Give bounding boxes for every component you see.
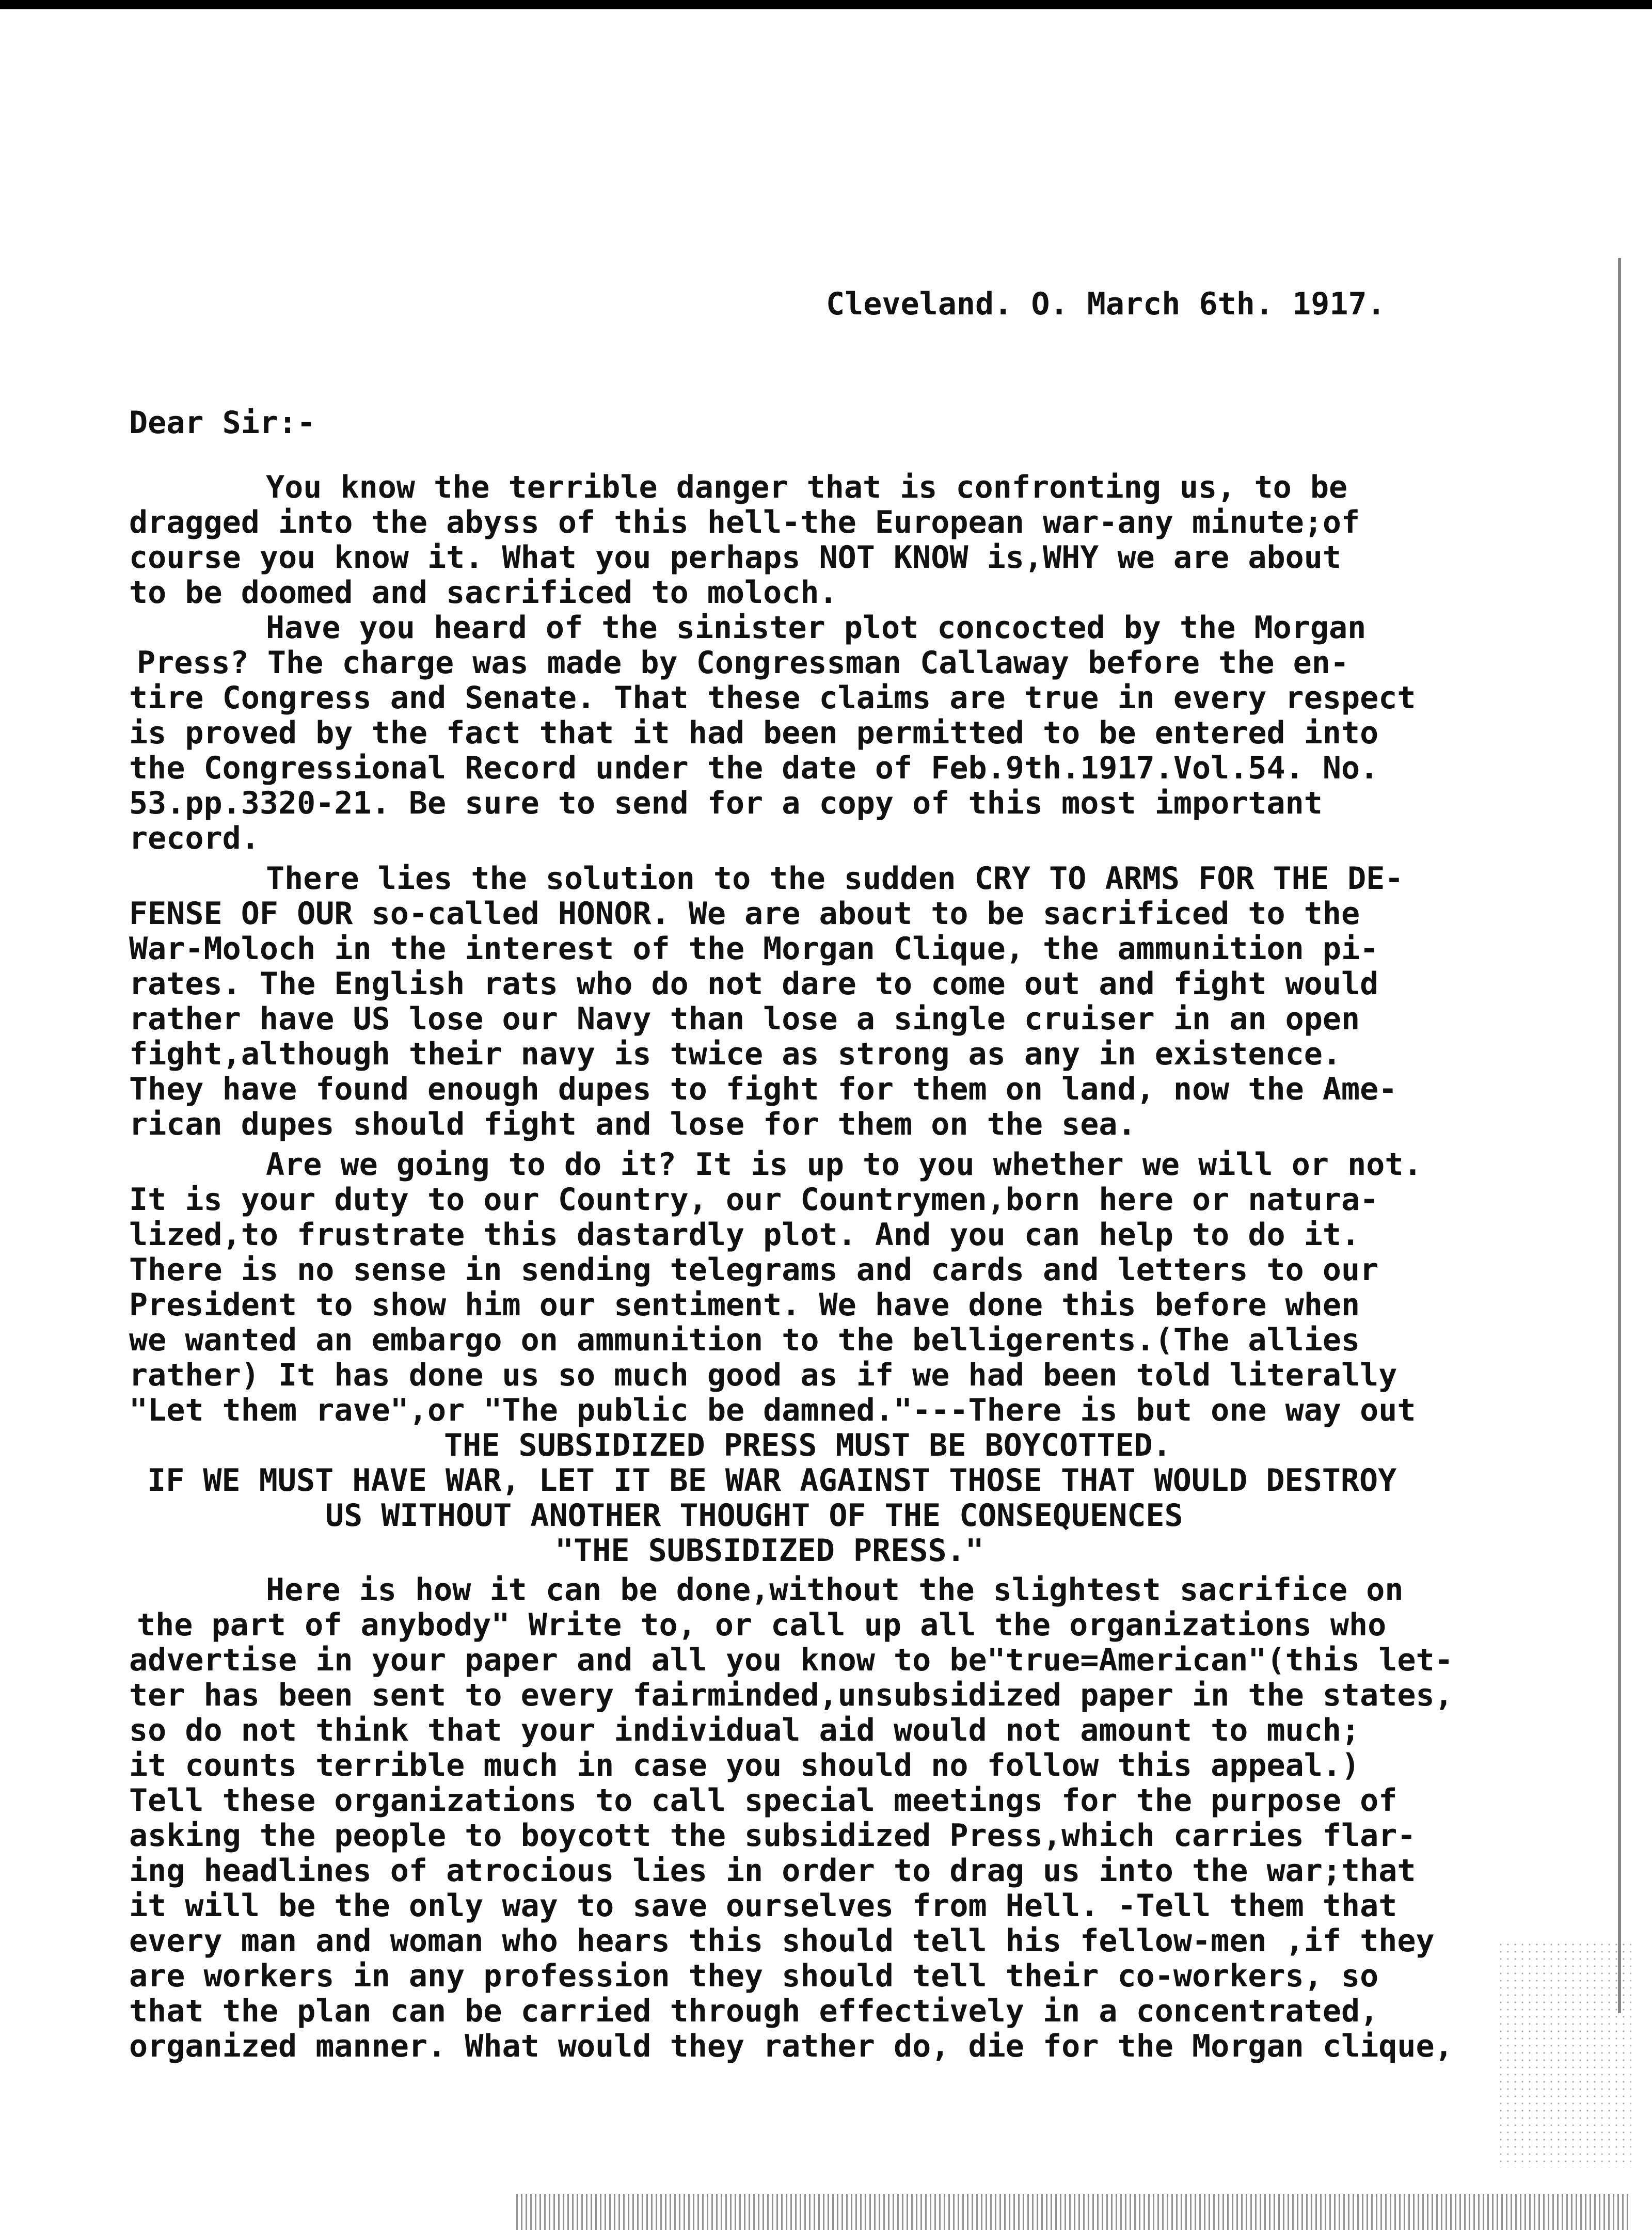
body-line: the Congressional Record under the date of Feb.9th.1917.Vol.54. No.: [129, 750, 1379, 786]
body-line: we wanted an embargo on ammunition to the belligerents.(The allies: [129, 1322, 1360, 1358]
body-line: rican dupes should fight and lose for them on the sea.: [129, 1106, 1136, 1142]
body-line: to be doomed and sacrificed to moloch.: [129, 575, 838, 611]
scan-top-border: [0, 0, 1652, 9]
body-line: fight,although their navy is twice as strong as any in existence.: [129, 1036, 1341, 1072]
body-line: are workers in any profession they should tell their co-workers, so: [129, 1958, 1379, 1994]
subsidized-press-heading: "THE SUBSIDIZED PRESS.": [555, 1533, 984, 1569]
body-line: War-Moloch in the interest of the Morgan Clique, the ammunition pi-: [129, 931, 1379, 967]
body-line: asking the people to boycott the subsidized Press,which carries flar-: [129, 1818, 1416, 1854]
body-line: advertise in your paper and all you know to be"true=American"(this let-: [129, 1642, 1453, 1678]
body-line: "Let them rave",or "The public be damned."---There is but one way out: [129, 1392, 1416, 1428]
body-line: rather have US lose our Navy than lose a single cruiser in an open: [129, 1001, 1360, 1037]
body-line: so do not think that your individual aid would not amount to much;: [129, 1712, 1360, 1748]
body-line: dragged into the abyss of this hell-the European war-any minute;of: [129, 504, 1360, 540]
body-line: is proved by the fact that it had been permitted to be entered into: [129, 715, 1379, 751]
body-line: it counts terrible much in case you should no follow this appeal.): [129, 1747, 1360, 1783]
place-date: Cleveland. O. March 6th. 1917.: [826, 286, 1386, 322]
body-line: ter has been sent to every fairminded,unsubsidized paper in the states,: [129, 1677, 1453, 1713]
body-line: record.: [129, 820, 260, 856]
body-line: They have found enough dupes to fight for them on land, now the Ame-: [129, 1071, 1397, 1107]
scan-speckle: [1497, 1941, 1631, 2168]
body-line: every man and woman who hears this should tell his fellow-men ,if they: [129, 1923, 1435, 1959]
body-line: Here is how it can be done,without the slightest sacrifice on: [266, 1572, 1404, 1608]
scan-right-edge: [1618, 258, 1621, 2013]
war-heading-continued: US WITHOUT ANOTHER THOUGHT OF THE CONSEQUENCES: [325, 1498, 1183, 1534]
body-line: Have you heard of the sinister plot concocted by the Morgan: [266, 610, 1367, 646]
body-line: FENSE OF OUR so-called HONOR. We are about to be sacrificed to the: [129, 896, 1360, 932]
boycott-heading: THE SUBSIDIZED PRESS MUST BE BOYCOTTED.: [444, 1427, 1171, 1463]
body-line: lized,to frustrate this dastardly plot. And you can help to do it.: [129, 1217, 1360, 1253]
body-line: course you know it. What you perhaps NOT KNOW is,WHY we are about: [129, 539, 1341, 576]
body-line: President to show him our sentiment. We have done this before when: [129, 1287, 1360, 1323]
war-heading: IF WE MUST HAVE WAR, LET IT BE WAR AGAINST THOSE THAT WOULD DESTROY: [147, 1462, 1397, 1499]
body-line: Tell these organizations to call special meetings for the purpose of: [129, 1782, 1397, 1819]
body-line: Press? The charge was made by Congressman Callaway before the en-: [137, 645, 1349, 681]
scan-bottom-noise: [516, 2194, 1631, 2230]
body-line: rates. The English rats who do not dare to come out and fight would: [129, 966, 1379, 1002]
body-line: it will be the only way to save ourselves from Hell. -Tell them that: [129, 1888, 1397, 1924]
body-line: Are we going to do it? It is up to you whether we will or not.: [266, 1146, 1422, 1183]
body-line: There lies the solution to the sudden CRY TO ARMS FOR THE DE-: [266, 861, 1404, 897]
body-line: 53.pp.3320-21. Be sure to send for a copy of this most important: [129, 785, 1323, 821]
body-line: You know the terrible danger that is confronting us, to be: [266, 469, 1348, 505]
salutation: Dear Sir:-: [129, 405, 316, 441]
body-line: tire Congress and Senate. That these claims are true in every respect: [129, 680, 1416, 716]
body-line: ing headlines of atrocious lies in order to drag us into the war;that: [129, 1853, 1416, 1889]
body-line: It is your duty to our Country, our Countrymen,born here or natura-: [129, 1182, 1379, 1218]
body-line: the part of anybody" Write to, or call up all the organizations who: [137, 1607, 1387, 1643]
body-line: that the plan can be carried through effectively in a concentrated,: [129, 1993, 1379, 2029]
body-line: There is no sense in sending telegrams and cards and letters to our: [129, 1252, 1379, 1288]
body-line: organized manner. What would they rather do, die for the Morgan clique,: [129, 2028, 1453, 2064]
body-line: rather) It has done us so much good as if we had been told literally: [129, 1357, 1397, 1393]
